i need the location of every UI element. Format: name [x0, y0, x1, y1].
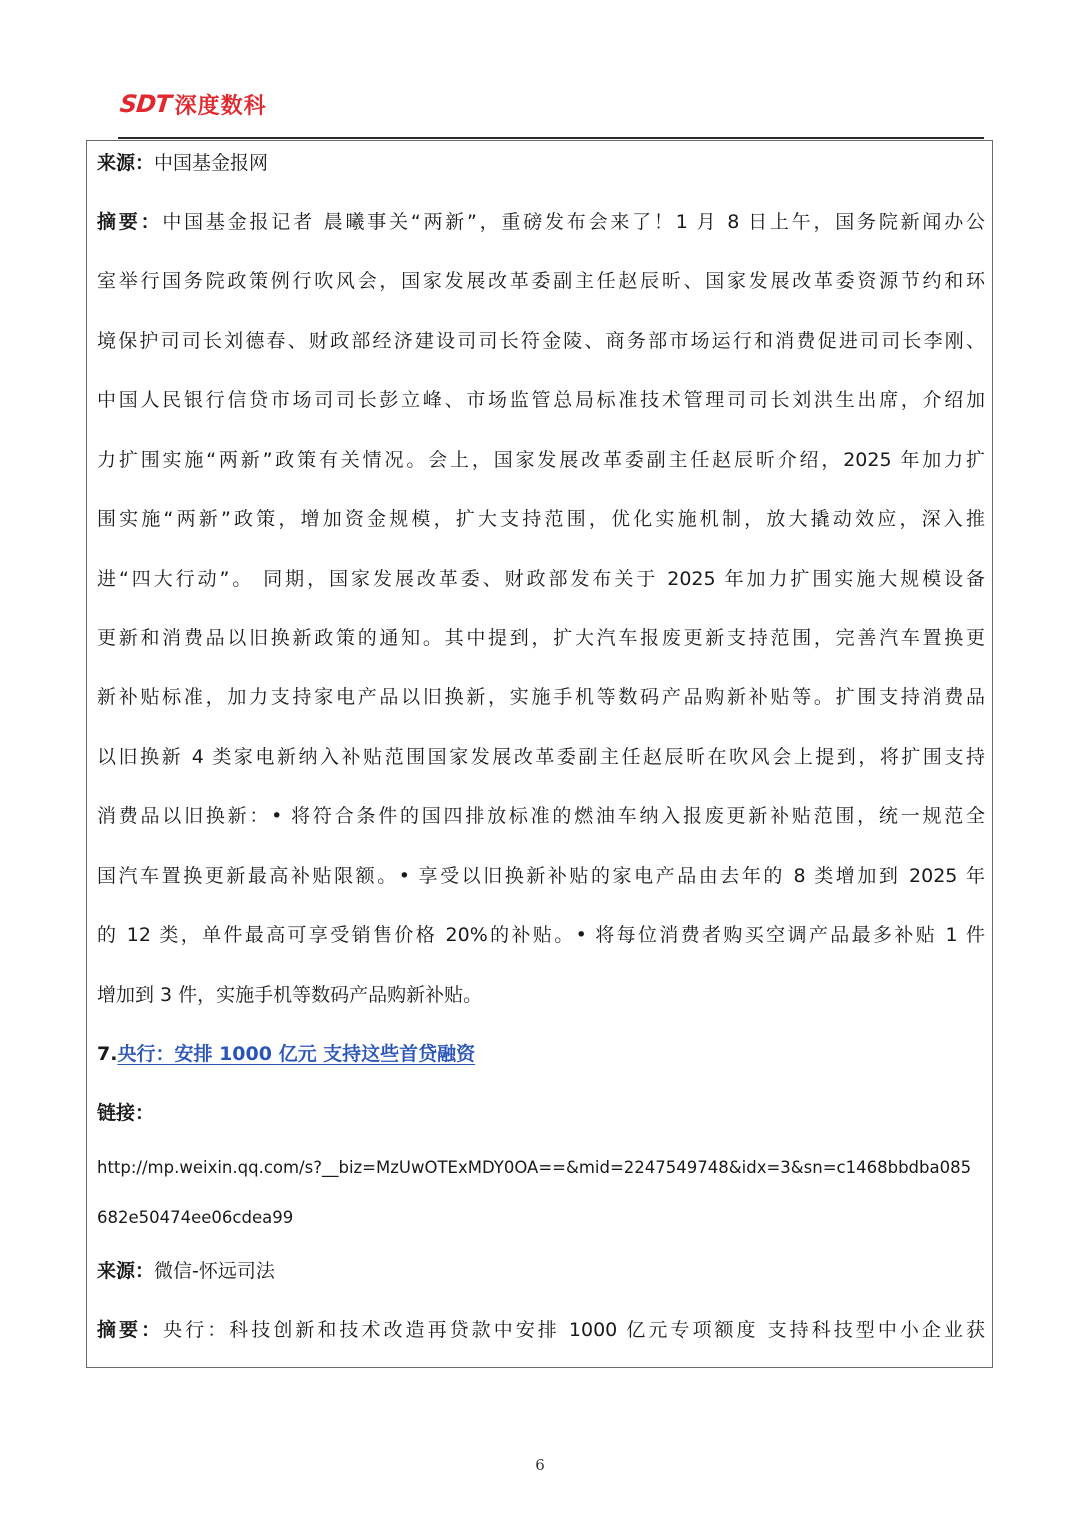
- company-logo: [120, 86, 267, 122]
- logo-mark: SDT: [118, 90, 173, 118]
- summary-line: 进“四大行动”。 同期，国家发展改革委、财政部发布关于 2025 年加力扩围实施大规模设备: [97, 568, 985, 590]
- link-row: [97, 1099, 985, 1127]
- page-number: 6: [535, 1456, 545, 1474]
- news-content-box: [86, 140, 993, 1368]
- source-value: 中国基金报网: [154, 152, 269, 174]
- logo-text: 深度数科: [174, 93, 267, 119]
- article-url[interactable]: http://mp.weixin.qq.com/s?__biz=MzUwOTExMDY0OA==&mid=2247549748&idx=3&sn=c1468bbdba085: [97, 1158, 972, 1177]
- summary-line: 以旧换新 4 类家电新纳入补贴范围国家发展改革委副主任赵辰昕在吹风会上提到，将扩围支持: [97, 746, 985, 768]
- summary-line: 室举行国务院政策例行吹风会，国家发展改革委副主任赵辰昕、国家发展改革委资源节约和环: [97, 270, 985, 292]
- summary-line: 国汽车置换更新最高补贴限额。• 享受以旧换新补贴的家电产品由去年的 8 类增加到 2025 年: [97, 865, 985, 887]
- summary-line: 新补贴标准，加力支持家电产品以旧换新，实施手机等数码产品购新补贴等。扩围支持消费品: [97, 686, 985, 708]
- summary-line: 中国人民银行信贷市场司司长彭立峰、市场监管总局标准技术管理司司长刘洪生出席，介绍加: [97, 389, 985, 411]
- summary-line: 的 12 类，单件最高可享受销售价格 20%的补贴。• 将每位消费者购买空调产品最多补贴 1 件: [97, 924, 985, 946]
- summary-line: 增加到 3 件，实施手机等数码产品购新补贴。: [97, 984, 483, 1006]
- summary-line: 围实施“两新”政策，增加资金规模，扩大支持范围，优化实施机制，放大撬动效应，深入推: [97, 508, 985, 530]
- article-url-continued[interactable]: 682e50474ee06cdea99: [97, 1208, 294, 1227]
- news-item-heading: [97, 1040, 985, 1068]
- summary-line: 更新和消费品以旧换新政策的通知。其中提到，扩大汽车报废更新支持范围，完善汽车置换更: [97, 627, 985, 649]
- summary-line: 消费品以旧换新：• 将符合条件的国四排放标准的燃油车纳入报废更新补贴范围，统一规范全: [97, 805, 985, 827]
- summary-label: 摘要：: [97, 211, 163, 233]
- source-row: [97, 149, 985, 177]
- header-divider: [118, 137, 984, 139]
- source-row: [97, 1257, 985, 1285]
- summary-line: 摘要：中国基金报记者 晨曦事关“两新”，重磅发布会来了！1 月 8 日上午，国务院新闻办公: [97, 211, 985, 233]
- source-label: 来源：: [97, 152, 155, 174]
- source-value: 微信-怀远司法: [154, 1260, 275, 1282]
- source-label: 来源：: [97, 1260, 155, 1282]
- link-label: 链接：: [97, 1102, 155, 1124]
- summary-line: 摘要：央行：科技创新和技术改造再贷款中安排 1000 亿元专项额度 支持科技型中小企业获: [97, 1319, 985, 1341]
- summary-label: 摘要：: [97, 1319, 164, 1341]
- item-number: 7.: [97, 1043, 118, 1065]
- summary-line: 境保护司司长刘德春、财政部经济建设司司长符金陵、商务部市场运行和消费促进司司长李刚、: [97, 330, 985, 352]
- article-title-link[interactable]: 央行：安排 1000 亿元 支持这些首贷融资: [117, 1043, 476, 1065]
- summary-line: 力扩围实施“两新”政策有关情况。会上，国家发展改革委副主任赵辰昕介绍，2025 年加力扩: [97, 449, 985, 471]
